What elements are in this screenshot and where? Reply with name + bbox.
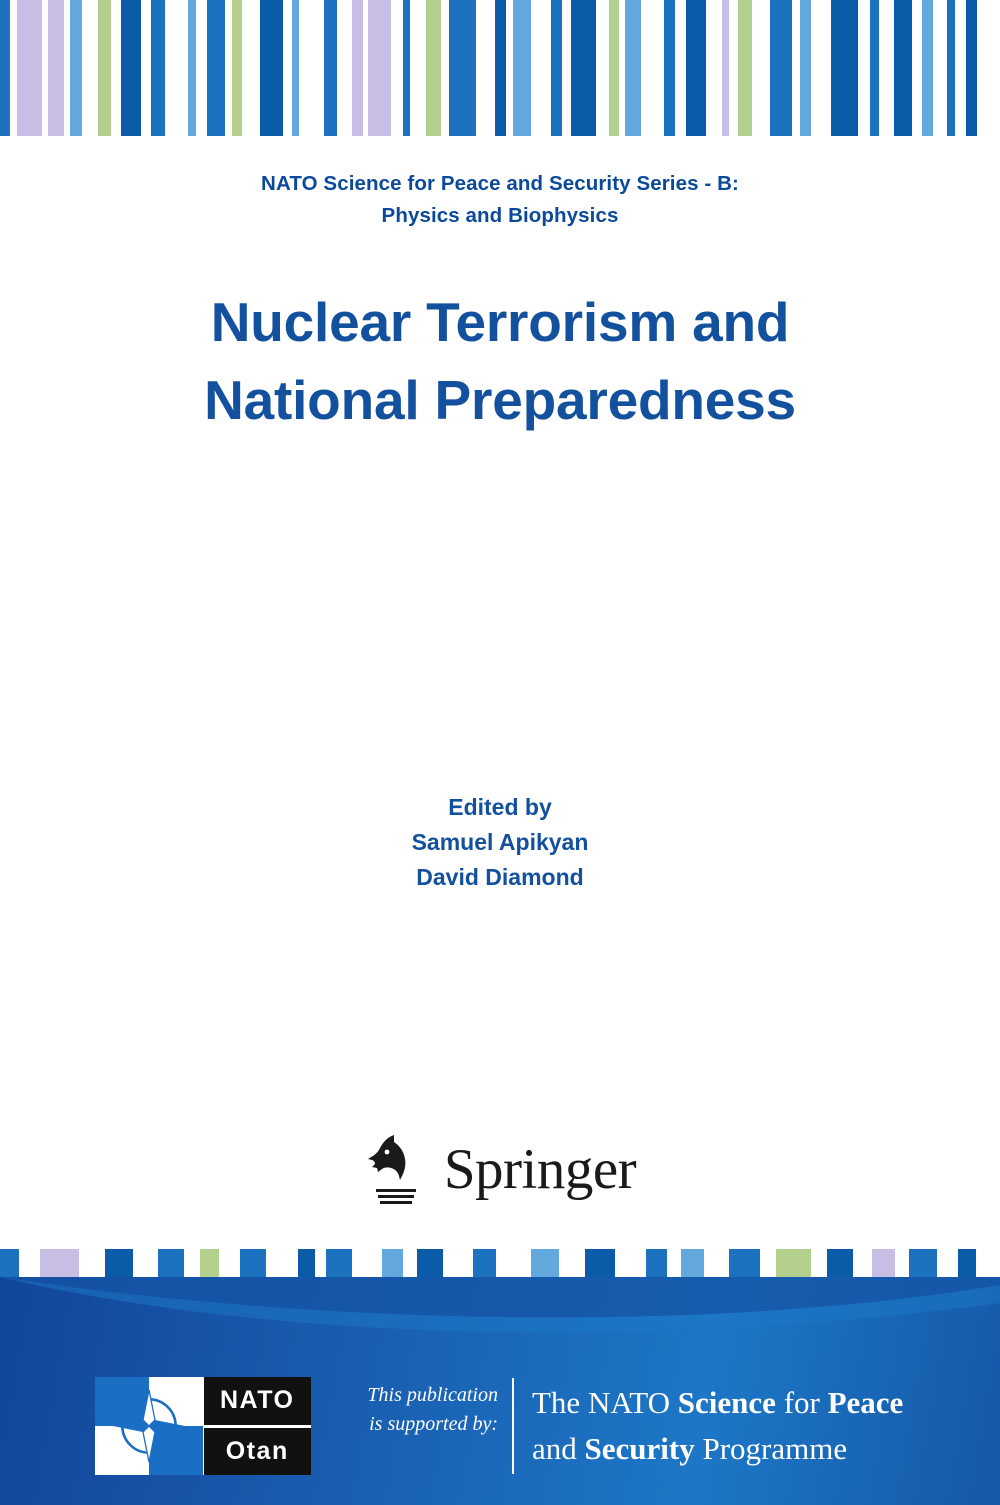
decorative-stripe <box>473 1249 496 1277</box>
decorative-stripe <box>811 1249 827 1277</box>
title-line-1: Nuclear Terrorism and <box>210 291 790 353</box>
decorative-stripe <box>531 0 551 136</box>
decorative-stripe <box>10 0 17 136</box>
decorative-stripe <box>326 1249 352 1277</box>
decorative-stripe <box>641 0 664 136</box>
decorative-stripe <box>738 0 752 136</box>
decorative-stripe <box>667 1249 681 1277</box>
decorative-stripe <box>585 1249 615 1277</box>
decorative-stripe <box>403 0 411 136</box>
decorative-stripe <box>646 1249 667 1277</box>
decorative-stripe <box>98 0 112 136</box>
decorative-stripe <box>48 0 64 136</box>
decorative-stripe <box>40 1249 80 1277</box>
bottom-stripe-band <box>0 1249 1000 1277</box>
decorative-stripe <box>151 0 165 136</box>
decorative-stripe <box>770 0 793 136</box>
supported-by-text <box>338 1381 498 1439</box>
editors-block <box>0 790 1000 895</box>
decorative-stripe <box>368 0 391 136</box>
decorative-stripe <box>879 0 894 136</box>
nato-wordmark <box>204 1377 312 1475</box>
decorative-stripe <box>729 1249 759 1277</box>
series-title <box>0 168 1000 232</box>
decorative-stripe <box>706 0 722 136</box>
decorative-stripe <box>260 0 283 136</box>
editor-name: David Diamond <box>416 864 584 890</box>
decorative-stripe <box>792 0 800 136</box>
nato-compass-star-icon <box>95 1377 204 1475</box>
series-line-2: Physics and Biophysics <box>381 204 619 227</box>
decorative-stripe <box>443 1249 473 1277</box>
decorative-stripe <box>283 0 292 136</box>
decorative-stripe <box>894 0 912 136</box>
page-title <box>0 283 1000 439</box>
decorative-stripe <box>476 0 494 136</box>
decorative-stripe <box>615 1249 645 1277</box>
decorative-stripe <box>426 0 441 136</box>
decorative-stripe <box>909 1249 937 1277</box>
decorative-stripe <box>196 0 207 136</box>
programme-text-the-nato: The NATO <box>532 1385 678 1420</box>
decorative-stripe <box>895 1249 909 1277</box>
decorative-stripe <box>121 0 141 136</box>
decorative-stripe <box>827 1249 853 1277</box>
decorative-stripe <box>225 0 232 136</box>
programme-line-2 <box>532 1426 982 1472</box>
decorative-stripe <box>853 1249 872 1277</box>
decorative-stripe <box>704 1249 730 1277</box>
decorative-stripe <box>496 1249 531 1277</box>
decorative-stripe <box>240 1249 266 1277</box>
decorative-stripe <box>912 0 922 136</box>
springer-knight-icon <box>364 1133 426 1205</box>
decorative-stripe <box>391 0 402 136</box>
decorative-stripe <box>551 0 561 136</box>
decorative-stripe <box>571 0 596 136</box>
publisher-logo <box>0 1133 1000 1205</box>
programme-text-programme: Programme <box>694 1431 848 1466</box>
decorative-stripe <box>417 1249 443 1277</box>
decorative-stripe <box>0 0 10 136</box>
decorative-stripe <box>17 0 42 136</box>
decorative-stripe <box>292 0 299 136</box>
edited-by-label: Edited by <box>448 794 552 820</box>
decorative-stripe <box>449 0 476 136</box>
decorative-stripe <box>165 0 188 136</box>
supported-line-2: is supported by: <box>369 1413 498 1435</box>
decorative-stripe <box>506 0 513 136</box>
decorative-stripe <box>966 0 976 136</box>
decorative-stripe <box>82 0 98 136</box>
decorative-stripe <box>811 0 831 136</box>
decorative-stripe <box>760 1249 776 1277</box>
programme-text <box>532 1380 982 1472</box>
decorative-stripe <box>441 0 449 136</box>
decorative-stripe <box>681 1249 704 1277</box>
programme-text-and: and <box>532 1431 585 1466</box>
decorative-stripe <box>958 1249 977 1277</box>
decorative-stripe <box>675 0 685 136</box>
decorative-stripe <box>625 0 641 136</box>
decorative-stripe <box>609 0 618 136</box>
decorative-stripe <box>0 1249 19 1277</box>
nato-emblem <box>95 1377 311 1475</box>
decorative-stripe <box>722 0 729 136</box>
decorative-stripe <box>242 0 260 136</box>
decorative-stripe <box>19 1249 40 1277</box>
decorative-stripe <box>776 1249 811 1277</box>
decorative-stripe <box>200 1249 219 1277</box>
decorative-stripe <box>70 0 81 136</box>
publisher-name: Springer <box>443 1137 637 1201</box>
decorative-stripe <box>977 0 1000 136</box>
decorative-stripe <box>219 1249 240 1277</box>
decorative-stripe <box>831 0 858 136</box>
decorative-stripe <box>298 1249 314 1277</box>
decorative-stripe <box>562 0 571 136</box>
decorative-stripe <box>955 0 966 136</box>
decorative-stripe <box>531 1249 559 1277</box>
decorative-stripe <box>158 1249 184 1277</box>
decorative-stripe <box>410 0 426 136</box>
decorative-stripe <box>947 0 955 136</box>
decorative-stripe <box>79 1249 105 1277</box>
decorative-stripe <box>596 0 610 136</box>
decorative-stripe <box>559 1249 585 1277</box>
decorative-stripe <box>64 0 71 136</box>
decorative-stripe <box>232 0 242 136</box>
decorative-stripe <box>337 0 353 136</box>
decorative-stripe <box>299 0 324 136</box>
decorative-stripe <box>872 1249 895 1277</box>
decorative-stripe <box>188 0 196 136</box>
programme-text-peace: Peace <box>827 1385 904 1420</box>
title-line-2: National Preparedness <box>204 369 796 431</box>
decorative-stripe <box>729 0 738 136</box>
decorative-stripe <box>184 1249 200 1277</box>
supported-line-1: This publication <box>367 1384 498 1406</box>
programme-text-for: for <box>775 1385 828 1420</box>
decorative-stripe <box>619 0 626 136</box>
decorative-stripe <box>858 0 869 136</box>
programme-line-1 <box>532 1380 982 1426</box>
decorative-stripe <box>752 0 770 136</box>
footer-divider <box>512 1378 514 1474</box>
top-stripe-band <box>0 0 1000 136</box>
decorative-stripe <box>266 1249 299 1277</box>
decorative-stripe <box>800 0 810 136</box>
decorative-stripe <box>664 0 675 136</box>
decorative-stripe <box>495 0 506 136</box>
otan-word: Otan <box>204 1425 312 1476</box>
decorative-stripe <box>105 1249 133 1277</box>
nato-word: NATO <box>204 1377 312 1425</box>
decorative-stripe <box>686 0 706 136</box>
editor-name: Samuel Apikyan <box>411 829 589 855</box>
programme-text-security: Security <box>584 1431 695 1466</box>
decorative-stripe <box>315 1249 327 1277</box>
decorative-stripe <box>513 0 531 136</box>
decorative-stripe <box>976 1249 999 1277</box>
decorative-stripe <box>382 1249 403 1277</box>
decorative-stripe <box>352 1249 382 1277</box>
decorative-stripe <box>207 0 225 136</box>
decorative-stripe <box>141 0 151 136</box>
decorative-stripe <box>111 0 120 136</box>
decorative-stripe <box>937 1249 958 1277</box>
decorative-stripe <box>403 1249 417 1277</box>
programme-text-science: Science <box>677 1385 776 1420</box>
decorative-stripe <box>324 0 337 136</box>
decorative-stripe <box>922 0 933 136</box>
decorative-stripe <box>870 0 879 136</box>
decorative-stripe <box>352 0 362 136</box>
decorative-stripe <box>933 0 947 136</box>
decorative-stripe <box>133 1249 159 1277</box>
series-line-1: NATO Science for Peace and Security Series - B: <box>261 172 739 195</box>
